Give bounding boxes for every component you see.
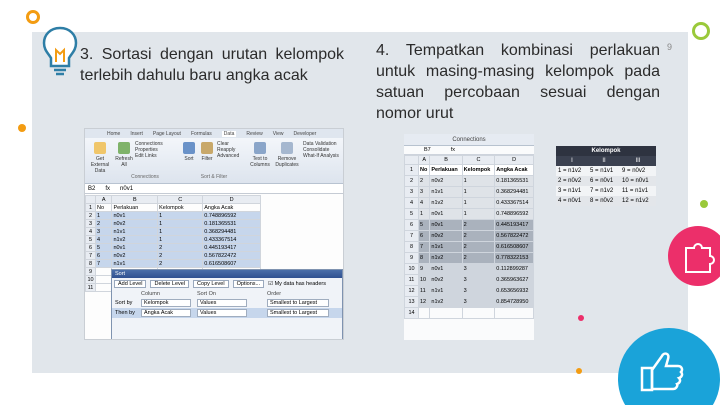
kelompok-row	[556, 176, 656, 186]
sort-dialog	[111, 269, 343, 340]
get-external-data-button[interactable]: Get External Data	[87, 142, 113, 174]
order-heading: Order	[267, 291, 282, 297]
filter-options	[217, 141, 247, 159]
cell[interactable]: 0.854728950	[495, 297, 534, 308]
ribbon-tab[interactable]: Insert	[130, 130, 143, 137]
cell[interactable]: 6	[419, 231, 430, 242]
level-label: Sort by	[115, 300, 133, 306]
fx-icon: fx	[450, 147, 456, 153]
columns-icon	[254, 142, 266, 154]
plot-cell: 12 = n1v2	[620, 196, 656, 206]
level-label: Then by	[115, 310, 135, 316]
ribbon-tab[interactable]: Formulas	[190, 130, 212, 137]
cell[interactable]: 0.112899287	[495, 264, 534, 275]
row-header[interactable]: 9	[86, 268, 96, 276]
group-label: Connections	[131, 174, 159, 180]
cell[interactable]	[430, 308, 462, 319]
cell[interactable]: 0.653656932	[495, 286, 534, 297]
cell[interactable]: 7	[419, 242, 430, 253]
cell[interactable]: 1	[462, 198, 495, 209]
row-header[interactable]: 10	[405, 264, 419, 275]
cell[interactable]: n1v2	[430, 253, 462, 264]
table-row	[405, 286, 534, 297]
cell[interactable]: 0.616508607	[495, 242, 534, 253]
cell[interactable]: 0.445193417	[203, 244, 261, 252]
cell[interactable]: 5	[419, 220, 430, 231]
kelompok-header-row	[556, 156, 656, 166]
sort-icon	[183, 142, 195, 154]
cell[interactable]: Kelompok	[462, 165, 495, 176]
row-header[interactable]: 14	[405, 308, 419, 319]
cell[interactable]	[96, 284, 112, 292]
sort-on-select[interactable]: Values	[197, 309, 247, 317]
table-row	[405, 176, 534, 187]
plot-cell: 4 = n0v1	[556, 196, 588, 206]
headers-checkbox[interactable]: ☑ My data has headers	[268, 281, 326, 287]
column-header[interactable]: C	[158, 196, 203, 204]
name-box[interactable]: B2	[88, 185, 96, 192]
decor-dot	[576, 368, 582, 374]
what-if-button[interactable]: What-If Analysis	[303, 153, 339, 159]
plot-cell: 3 = n1v1	[556, 186, 588, 196]
cell[interactable]: 1	[462, 209, 495, 220]
filter-icon	[201, 142, 213, 154]
cell[interactable]: n0v2	[430, 275, 462, 286]
table-row	[405, 220, 534, 231]
cell[interactable]: 0.368294481	[203, 228, 261, 236]
decor-dot	[18, 124, 26, 132]
table-row	[405, 264, 534, 275]
add-level-button[interactable]: Add Level	[114, 280, 146, 288]
row-header[interactable]: 8	[86, 260, 96, 268]
page-number: 9	[667, 42, 673, 52]
name-box[interactable]: B7	[424, 147, 431, 153]
table-row	[405, 297, 534, 308]
formula-input[interactable]: n0v1	[120, 185, 134, 192]
row-header[interactable]: 5	[86, 236, 96, 244]
table-row	[405, 165, 534, 176]
cell[interactable]: n1v2	[112, 236, 158, 244]
column-header-row	[86, 196, 261, 204]
cell[interactable]: 2	[96, 220, 112, 228]
cell[interactable]	[495, 308, 534, 319]
group-header: III	[620, 156, 656, 166]
lightbulb-icon	[38, 22, 82, 82]
plot-cell: 1 = n1v2	[556, 166, 588, 176]
cell[interactable]: n0v1	[430, 220, 462, 231]
cell[interactable]: n0v2	[112, 220, 158, 228]
cell[interactable]: 8	[419, 253, 430, 264]
cell[interactable]: 2	[462, 220, 495, 231]
table-row	[86, 228, 261, 236]
column-select[interactable]: Kelompok	[141, 299, 191, 307]
column-header[interactable]: D	[495, 156, 534, 165]
cell[interactable]: 0.748896592	[495, 209, 534, 220]
cell[interactable]: 1	[158, 212, 203, 220]
cell[interactable]: 6	[96, 252, 112, 260]
ribbon	[85, 138, 343, 184]
row-header[interactable]: 6	[86, 244, 96, 252]
ribbon-tab[interactable]: Review	[246, 130, 263, 137]
formula-bar	[404, 146, 534, 155]
row-header[interactable]: 6	[405, 220, 419, 231]
copy-level-button[interactable]: Copy Level	[193, 280, 229, 288]
table-row	[405, 187, 534, 198]
cell[interactable]: n0v1	[112, 244, 158, 252]
connections-group	[135, 141, 171, 159]
decor-dot	[700, 200, 708, 208]
cell[interactable]: 2	[462, 242, 495, 253]
row-header[interactable]: 7	[405, 231, 419, 242]
cell[interactable]: 4	[419, 198, 430, 209]
cell[interactable]: Perlakuan	[430, 165, 462, 176]
cell[interactable]: 4	[96, 236, 112, 244]
cell[interactable]: 0.748896592	[203, 212, 261, 220]
plot-cell: 6 = n0v1	[588, 176, 620, 186]
order-select[interactable]: Smallest to Largest	[267, 309, 329, 317]
table-row	[405, 242, 534, 253]
cell[interactable]: 2	[158, 244, 203, 252]
cell[interactable]: No	[96, 204, 112, 212]
ribbon-tabs	[85, 129, 343, 138]
ribbon-tab[interactable]: Developer	[293, 130, 317, 137]
cell[interactable]: 0.181365531	[495, 176, 534, 187]
plot-cell: 2 = n0v2	[556, 176, 588, 186]
cell[interactable]: n0v2	[112, 252, 158, 260]
step-4-text: 4. Tempatkan kombinasi perlakuan untuk masing-masing kelompok pada satuan percobaan sesuai dengan nomor urut	[376, 42, 660, 122]
cell[interactable]: n1v1	[430, 286, 462, 297]
database-icon	[94, 142, 106, 154]
cell[interactable]: n0v2	[430, 231, 462, 242]
row-header[interactable]: 5	[405, 209, 419, 220]
cell[interactable]: 2	[419, 176, 430, 187]
table-row	[405, 209, 534, 220]
cell[interactable]: 1	[96, 212, 112, 220]
reapply-button[interactable]: Reapply	[217, 147, 236, 153]
excel-sorted-screenshot	[404, 134, 534, 340]
cell[interactable]: 3	[462, 275, 495, 286]
cell[interactable]: 7	[96, 260, 112, 268]
cell[interactable]: 2	[158, 260, 203, 268]
table-row	[405, 275, 534, 286]
table-row	[405, 308, 534, 319]
cell[interactable]: n1v1	[430, 187, 462, 198]
row-header[interactable]: 8	[405, 242, 419, 253]
row-header[interactable]: 10	[87, 276, 94, 283]
sort-on-heading: Sort On	[197, 291, 216, 297]
plot-cell: 9 = n0v2	[620, 166, 656, 176]
sort-button[interactable]: Sort	[181, 142, 197, 162]
properties-button[interactable]: Properties	[135, 147, 158, 153]
refresh-all-button[interactable]: Refresh All	[115, 142, 133, 168]
duplicates-icon	[281, 142, 293, 154]
column-header[interactable]: C	[462, 156, 495, 165]
table-row	[86, 220, 261, 228]
column-header[interactable]: A	[419, 156, 430, 165]
row-header[interactable]: 1	[86, 204, 96, 212]
cell[interactable]: n1v1	[112, 228, 158, 236]
cell[interactable]: n0v2	[430, 176, 462, 187]
ribbon-tab[interactable]: Home	[107, 130, 121, 137]
cell[interactable]: 2	[158, 252, 203, 260]
ribbon-strip	[404, 134, 534, 146]
table-row	[86, 252, 261, 260]
cell[interactable]: 0.445193417	[495, 220, 534, 231]
table-row	[86, 260, 261, 268]
cell[interactable]: 0.181365531	[203, 220, 261, 228]
cell[interactable]: 3	[462, 264, 495, 275]
cell[interactable]: n0v1	[430, 209, 462, 220]
row-header[interactable]: 3	[405, 187, 419, 198]
cell[interactable]: 3	[462, 286, 495, 297]
table-row	[86, 244, 261, 252]
ribbon-tab[interactable]: View	[272, 130, 284, 137]
row-header[interactable]: 1	[405, 165, 419, 176]
headers-checkbox-label: My data has headers	[274, 281, 326, 287]
cell[interactable]: n0v1	[112, 212, 158, 220]
cell[interactable]: Angka Acak	[203, 204, 261, 212]
cell[interactable]: n0v1	[430, 264, 462, 275]
dialog-title: Sort	[112, 270, 342, 278]
cell[interactable]: 2	[462, 231, 495, 242]
table-row	[405, 253, 534, 264]
row-header[interactable]: 4	[86, 228, 96, 236]
connections-label[interactable]: Connections	[452, 136, 486, 143]
column-header[interactable]: B	[430, 156, 462, 165]
cell[interactable]	[462, 308, 495, 319]
cell[interactable]: 1	[462, 176, 495, 187]
cell[interactable]: n1v1	[430, 242, 462, 253]
cell[interactable]: 3	[419, 187, 430, 198]
cell[interactable]: 1	[419, 209, 430, 220]
cell[interactable]: 1	[158, 220, 203, 228]
clear-button[interactable]: Clear	[217, 141, 229, 147]
data-validation-button[interactable]: Data Validation	[303, 141, 337, 147]
corner-cell[interactable]	[405, 156, 419, 165]
edit-links-button[interactable]: Edit Links	[135, 153, 157, 159]
column-heading: Column	[141, 291, 160, 297]
plot-cell: 7 = n1v2	[588, 186, 620, 196]
excel-sort-screenshot	[84, 128, 344, 340]
table-row	[405, 231, 534, 242]
ribbon-tab[interactable]: Data	[223, 130, 235, 137]
table-row	[86, 212, 261, 220]
advanced-button[interactable]: Advanced	[217, 153, 240, 159]
cell[interactable]: 5	[96, 244, 112, 252]
table-row	[86, 204, 261, 212]
cell[interactable]: Kelompok	[158, 204, 203, 212]
row-header[interactable]: 11	[405, 275, 419, 286]
cell[interactable]: 2	[462, 253, 495, 264]
thumbs-up-icon	[618, 328, 720, 405]
options-button[interactable]: Options...	[233, 280, 265, 288]
cell[interactable]: 0.433367514	[495, 198, 534, 209]
row-header[interactable]: 13	[405, 297, 419, 308]
cell[interactable]: 9	[419, 264, 430, 275]
cell[interactable]: 3	[462, 297, 495, 308]
cell[interactable]: n1v1	[112, 260, 158, 268]
column-header-row	[405, 156, 534, 165]
fx-icon: fx	[105, 185, 111, 192]
column-header[interactable]: B	[112, 196, 158, 204]
table-row	[86, 236, 261, 244]
plot-cell: 8 = n0v2	[588, 196, 620, 206]
table-row	[405, 198, 534, 209]
sort-level-row[interactable]	[112, 308, 342, 318]
cell[interactable]: No	[419, 165, 430, 176]
cell[interactable]: 0.365963627	[495, 275, 534, 286]
plot-cell: 10 = n0v1	[620, 176, 656, 186]
row-header[interactable]: 2	[86, 212, 96, 220]
worksheet	[404, 155, 534, 319]
kelompok-table	[556, 146, 656, 206]
dialog-columns-header	[112, 290, 342, 298]
cell[interactable]: 12	[419, 297, 430, 308]
group-header: I	[556, 156, 588, 166]
dialog-toolbar	[112, 278, 342, 290]
cell[interactable]: 3	[96, 228, 112, 236]
row-header[interactable]: 7	[86, 252, 96, 260]
column-header[interactable]: D	[203, 196, 261, 204]
thumbs-up-circle	[618, 328, 720, 405]
corner-cell[interactable]	[86, 196, 96, 204]
kelompok-title-row	[556, 146, 656, 156]
text-to-columns-button[interactable]: Text to Columns	[249, 142, 271, 168]
refresh-icon	[118, 142, 130, 154]
cell[interactable]: 0.368294481	[495, 187, 534, 198]
column-select[interactable]: Angka Acak	[141, 309, 191, 317]
row-header[interactable]: 12	[405, 286, 419, 297]
delete-level-button[interactable]: Delete Level	[150, 280, 189, 288]
row-header[interactable]: 2	[405, 176, 419, 187]
cell[interactable]	[96, 276, 112, 284]
order-select[interactable]: Smallest to Largest	[267, 299, 329, 307]
cell[interactable]: Angka Acak	[495, 165, 534, 176]
data-tools	[303, 141, 343, 159]
cell[interactable]: n1v2	[430, 198, 462, 209]
kelompok-title: Kelompok	[556, 146, 656, 156]
step-3-text: 3. Sortasi dengan urutan kelompok terlebih dahulu baru angka acak	[80, 46, 344, 84]
ribbon-tab[interactable]: Page Layout	[152, 130, 181, 137]
connections-button[interactable]: Connections	[135, 141, 163, 147]
plot-cell: 5 = n1v1	[588, 166, 620, 176]
consolidate-button[interactable]: Consolidate	[303, 147, 330, 153]
kelompok-row	[556, 166, 656, 176]
puzzle-icon	[668, 226, 720, 286]
cell[interactable]: 1	[158, 236, 203, 244]
cell[interactable]: 0.616508607	[203, 260, 261, 268]
decor-ring	[692, 22, 710, 40]
cell[interactable]: 0.778322153	[495, 253, 534, 264]
row-header[interactable]: 9	[405, 253, 419, 264]
group-label: Sort & Filter	[200, 174, 228, 180]
cell[interactable]: 10	[419, 275, 430, 286]
row-header[interactable]: 11	[86, 284, 96, 292]
cell[interactable]: 1	[462, 187, 495, 198]
cell[interactable]	[96, 268, 112, 276]
cell[interactable]	[419, 308, 430, 319]
filter-button[interactable]: Filter	[199, 142, 215, 162]
kelompok-row	[556, 186, 656, 196]
cell[interactable]: 0.567822472	[203, 252, 261, 260]
formula-bar	[85, 184, 343, 194]
remove-duplicates-button[interactable]: Remove Duplicates	[273, 142, 301, 168]
cell[interactable]: Perlakuan	[112, 204, 158, 212]
decor-dot	[578, 315, 584, 321]
row-header[interactable]: 3	[86, 220, 96, 228]
column-header[interactable]: A	[96, 196, 112, 204]
sort-level-row[interactable]	[112, 298, 342, 308]
sort-on-select[interactable]: Values	[197, 299, 247, 307]
cell[interactable]: 0.433367514	[203, 236, 261, 244]
row-header[interactable]: 4	[405, 198, 419, 209]
cell[interactable]: 11	[419, 286, 430, 297]
puzzle-circle	[668, 226, 720, 286]
cell[interactable]: n1v2	[430, 297, 462, 308]
plot-cell: 11 = n1v1	[620, 186, 656, 196]
cell[interactable]: 0.567822472	[495, 231, 534, 242]
group-header: II	[588, 156, 620, 166]
cell[interactable]: 1	[158, 228, 203, 236]
kelompok-row	[556, 196, 656, 206]
